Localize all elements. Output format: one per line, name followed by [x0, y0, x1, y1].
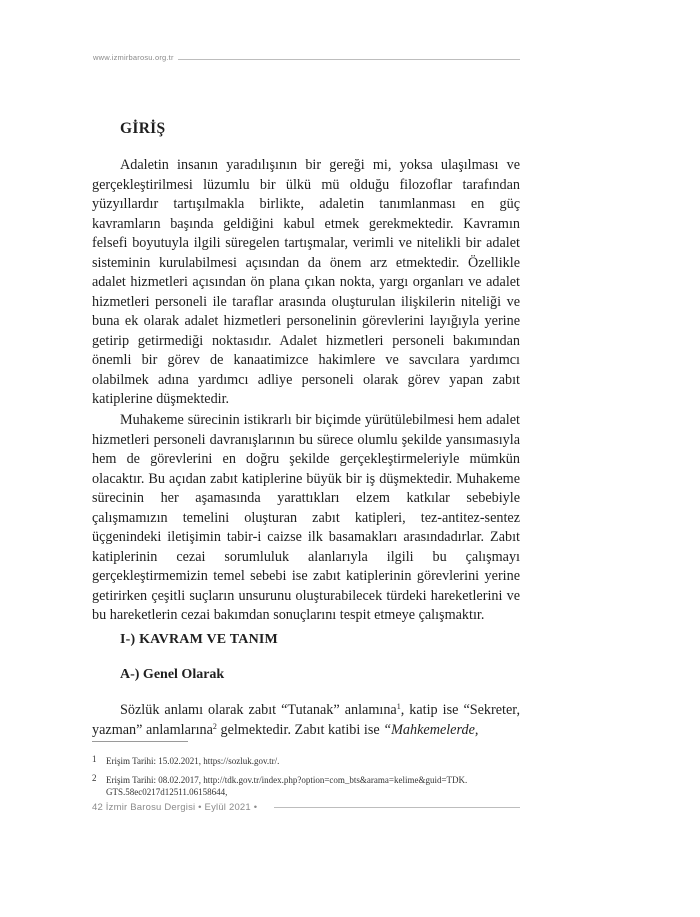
- page-footer: 42 İzmir Barosu Dergisi • Eylül 2021 •: [92, 802, 258, 813]
- footnote-reference[interactable]: 1: [396, 702, 401, 711]
- paragraph-text: [92, 701, 520, 740]
- footnote-number: 2: [92, 773, 97, 783]
- heading-genel-olarak: A-) Genel Olarak: [120, 667, 225, 682]
- heading-kavram-ve-tanim: I-) KAVRAM VE TANIM: [120, 632, 278, 647]
- italic-quote: “Mahkemelerde,: [383, 721, 479, 738]
- footnote-reference[interactable]: 2: [212, 721, 217, 731]
- footnote-item: [92, 772, 522, 798]
- text-segment: , katip ise “Sekreter, yazman” anlamlarına: [92, 702, 520, 738]
- section-title: GİRİŞ: [120, 120, 166, 137]
- paragraph-intro: [92, 156, 520, 410]
- footer-divider: [274, 807, 520, 808]
- header-website-url: www.izmirbarosu.org.tr: [93, 53, 174, 62]
- paragraph-process: [92, 411, 520, 626]
- footnote-divider: [92, 741, 188, 742]
- paragraph-text: Adaletin insanın yaradılışının bir gereği mi, yoksa ulaşılması ve gerçekleştirilmesi lüzumlu bir ülkü mü olduğu filozoflar tarafından yüzyıllardır tartışılmakla birlikte, adaletin tanımlanması en güç kavramların başında geldiğini kabul etmek gerekmektedir. Kavramın felsefi boyutuyla ilgili süregelen tartışmalar, verimli ve nitelikli bir adalet sisteminin kurulabilmesi açısından da önem arz etmektedir. Özellikle adalet hizmetleri açısından ön plana çıkan nokta, yargı organları ve adalet hizmetleri personeli ile taraflar arasında oluşturulan ilişkilerin niteliği ve buna ek olarak adalet hizmetleri personelinin görevlerini layığıyla yerine getirip getirmediği noktasıdır. Adalet hizmetleri personeli bakımından önemli bir görev de kanaatimizce hakimlere ve savcılara yardımcı olabilmek adına yardımcı adliye personeli olarak görev yapan zabıt katiplerine düşmektedir.: [92, 157, 520, 407]
- footnote-number: 1: [92, 754, 97, 764]
- paragraph-definition: [92, 701, 520, 740]
- footnote-text-continued: GTS.58ec0217d12511.06158644,: [106, 787, 228, 797]
- text-segment: Sözlük anlamı olarak zabıt “Tutanak” anlamına: [120, 702, 397, 718]
- footnote-item: [92, 753, 522, 767]
- footnote-text: Erişim Tarihi: 08.02.2017, http://tdk.gov.tr/index.php?option=com_bts&arama=kelime&guid=TDK.: [106, 775, 468, 785]
- paragraph-text: Muhakeme sürecinin istikrarlı bir biçimde yürütülebilmesi hem adalet hizmetleri personeli davranışlarının bu sürece olumlu şekilde yansımasıyla hem de görevlerini en doğru şekilde gerçekleştirmeleriyle mümkün olacaktır. Bu açıdan zabıt katiplerine büyük bir iş düşmektedir. Muhakeme sürecinin her aşamasında yarattıkları elzem katkılar sebebiyle çalışmamızın temelini oluşturan zabıt katipleri, tez-antitez-sentez üçgenindeki iletişimin tabir-i caizse ilk basamakları arasındadırlar. Zabıt katiplerinin cezai sorumluluk alanlarıyla ilgili bu çalışmayı gerçekleştirmemizin temel sebebi ise zabıt katiplerinin görevlerini yerine getirirken çeşitli suçların unsurunu oluşturabilecek türdeki hareketlerini ve bu hareketlerin cezai bakımdan sonuçlarını tespit etmeye çalışmaktır.: [92, 412, 520, 623]
- text-segment: gelmektedir. Zabıt katibi ise: [216, 721, 384, 738]
- footnote-text: Erişim Tarihi: 15.02.2021, https://sozluk.gov.tr/.: [106, 756, 280, 766]
- header-divider: [178, 59, 520, 60]
